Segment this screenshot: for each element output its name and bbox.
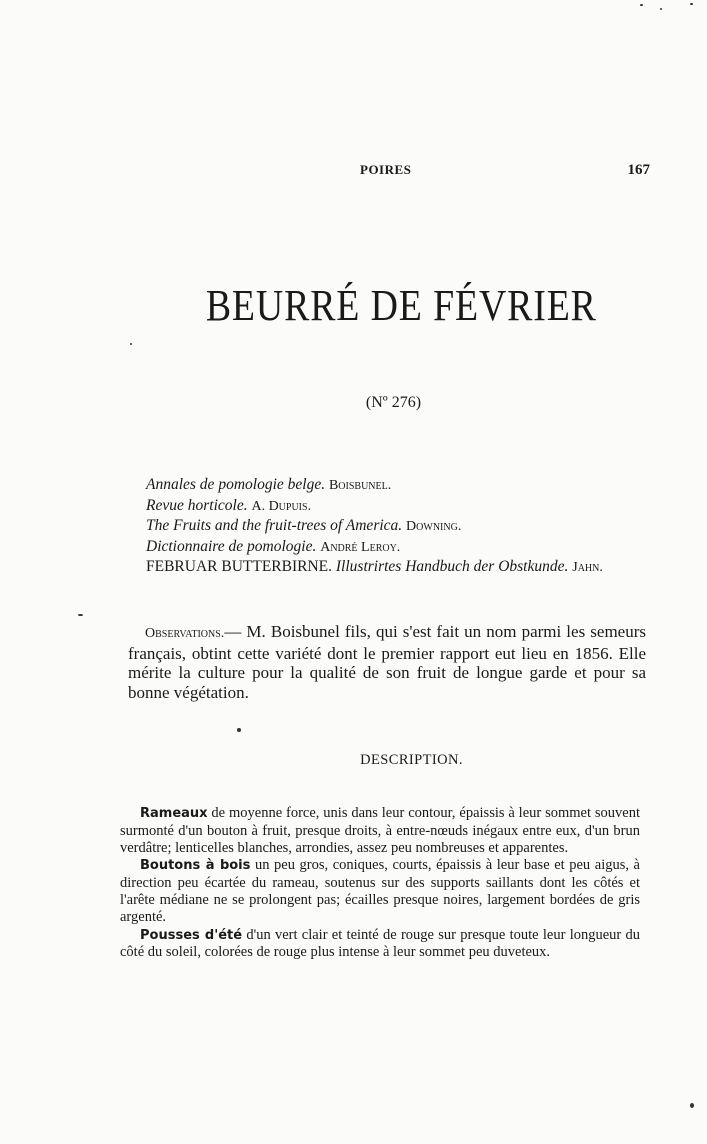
reference-item [146,557,666,578]
reference-author: Jahn. [572,560,603,575]
reference-work: Illustrirtes Handbuch der Obstkunde. [335,558,569,575]
reference-item [146,516,666,537]
scan-speck [690,1103,694,1108]
reference-work: Revue horticole. [146,496,248,514]
reference-item [146,496,666,517]
observations-paragraph [128,622,646,702]
description-paragraph [120,927,640,962]
observations-label: Observations. [145,626,225,641]
scan-speck [237,728,241,732]
reference-work: Dictionnaire de pomologie. [146,537,317,555]
description-text: de moyenne force, unis dans leur contour, épaissis à leur sommet souvent surmonté d'un bouton à fruit, presque droits, à entre-nœuds inégaux entre eux, d'un brun verdâtre; lenticelles blanches, arrondies, assez peu nombreuses et apparentes. [120,805,640,856]
scan-speck [130,343,132,345]
bibliography-references [146,475,666,578]
reference-work: Annales de pomologie belge. [146,476,326,493]
running-title: POIRES [360,162,412,177]
observations-text: — M. Boisbunel fils, qui s'est fait un nom parmi les semeurs français, obtint cette variété dont le premier rapport eut lieu en 1856. Elle mérite la culture pour la qualité de son fruit de longue garde et pour sa bonne végétation. [128,622,646,702]
scan-speck [660,8,662,10]
description-text: un peu gros, coniques, courts, épaissis à leur base et peu aigus, à direction peu écartée du rameau, soutenus sur des supports saillants dont les côtés et l'arête médiane ne se prolongent pas; écailles presque noires, largement bordées de gris argenté. [120,857,640,925]
description-paragraph [120,805,640,856]
variety-number: (Nº 276) [365,394,422,411]
description-paragraph [120,857,640,925]
description-term: Pousses d'été [140,927,243,943]
description-body [120,805,640,962]
reference-author: A. Dupuis. [251,498,312,514]
reference-author: André Leroy. [320,539,401,555]
reference-author: Downing. [406,519,462,534]
page-title: BEURRÉ DE FÉVRIER [205,281,597,330]
reference-item [146,475,666,496]
scan-speck [78,614,83,616]
description-heading: DESCRIPTION. [360,752,463,768]
running-head [120,162,650,184]
description-text: d'un vert clair et teinté de rouge sur presque toute leur longueur du côté du soleil, colorées de rouge plus intense à leur sommet peu duveteux. [120,926,641,961]
page-number: 167 [627,162,650,178]
reference-work: The Fruits and the fruit-trees of America. [146,517,403,534]
scan-speck [690,3,693,5]
scan-speck [640,4,643,6]
reference-synonym: FEBRUAR BUTTERBIRNE. [146,558,333,575]
description-term: Rameaux [140,806,208,821]
reference-item [146,537,666,558]
description-term: Boutons à bois [140,858,251,874]
reference-author: Boisbunel. [328,478,392,493]
